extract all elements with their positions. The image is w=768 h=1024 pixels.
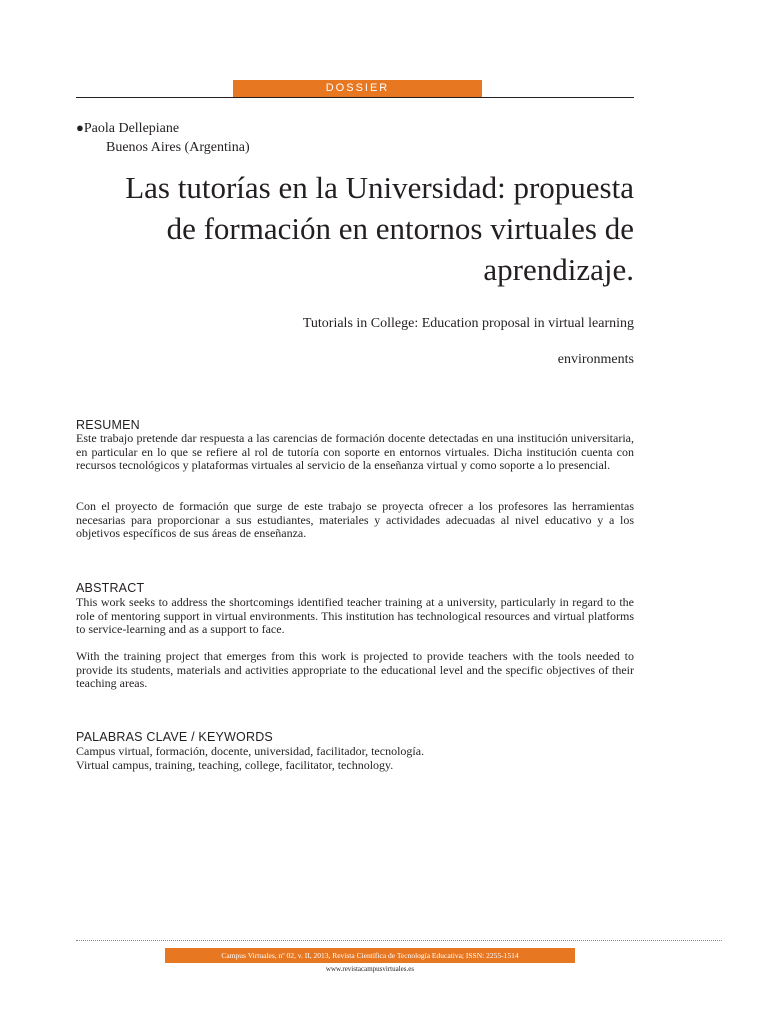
abstract-paragraph: This work seeks to address the shortcomings identified teacher training at a university, particularly in regard to the role of mentoring support in virtual environments. This institution has technological resources and virtual platforms to service-learning and as a support to face.	[76, 595, 634, 637]
author-name: Paola Dellepiane	[83, 121, 180, 136]
abstract-paragraph: With the training project that emerges from this work is projected to provide teachers with the tools needed to provide its students, materials and activities appropriate to the educational level and the specific objectives of their teaching areas.	[76, 649, 634, 691]
keywords-spanish: Campus virtual, formación, docente, universidad, facilitador, tecnología.	[76, 744, 425, 758]
subtitle-line: Tutorials in College: Education proposal in virtual learning	[302, 316, 634, 331]
keywords-heading: PALABRAS CLAVE / KEYWORDS	[76, 730, 273, 744]
author-location: Buenos Aires (Argentina)	[106, 140, 250, 155]
author-name-line	[76, 118, 179, 139]
section-label-dossier: DOSSIER	[233, 80, 482, 97]
footer-url: www.revistacampusvirtuales.es	[325, 965, 415, 973]
subtitle-line: environments	[557, 352, 634, 367]
article-subtitle	[76, 306, 634, 378]
resumen-paragraph: Con el proyecto de formación que surge de este trabajo se proyecta ofrecer a los profesores las herramientas necesarias para proporcionar a sus estudiantes, materiales y actividades adecuadas al nivel educativo y a los objetivos específicos de sus áreas de enseñanza.	[76, 499, 634, 541]
title-line: aprendizaje.	[483, 252, 634, 287]
abstract-heading: ABSTRACT	[76, 581, 145, 595]
footer-citation: Campus Virtuales, nº 02, v. II, 2013, Revista Científica de Tecnología Educativa; ISSN: 2255-1514	[165, 948, 575, 963]
title-line: de formación en entornos virtuales de	[166, 211, 634, 246]
resumen-paragraph: Este trabajo pretende dar respuesta a las carencias de formación docente detectadas en una institución universitaria, en particular en lo que se refiere al rol de tutoría con soporte en entornos virtuales. Dicha institución cuenta con recursos tecnológicos y plataformas virtuales al servicio de la enseñanza virtual y como soporte a lo presencial.	[76, 431, 634, 473]
top-rule	[76, 97, 634, 98]
title-line: Las tutorías en la Universidad: propuesta	[125, 170, 634, 205]
author-bullet: ●	[76, 120, 84, 135]
article-title	[76, 167, 634, 290]
footer-dotted-rule	[76, 940, 722, 941]
keywords-english: Virtual campus, training, teaching, college, facilitator, technology.	[76, 758, 394, 772]
resumen-heading: RESUMEN	[76, 418, 140, 432]
